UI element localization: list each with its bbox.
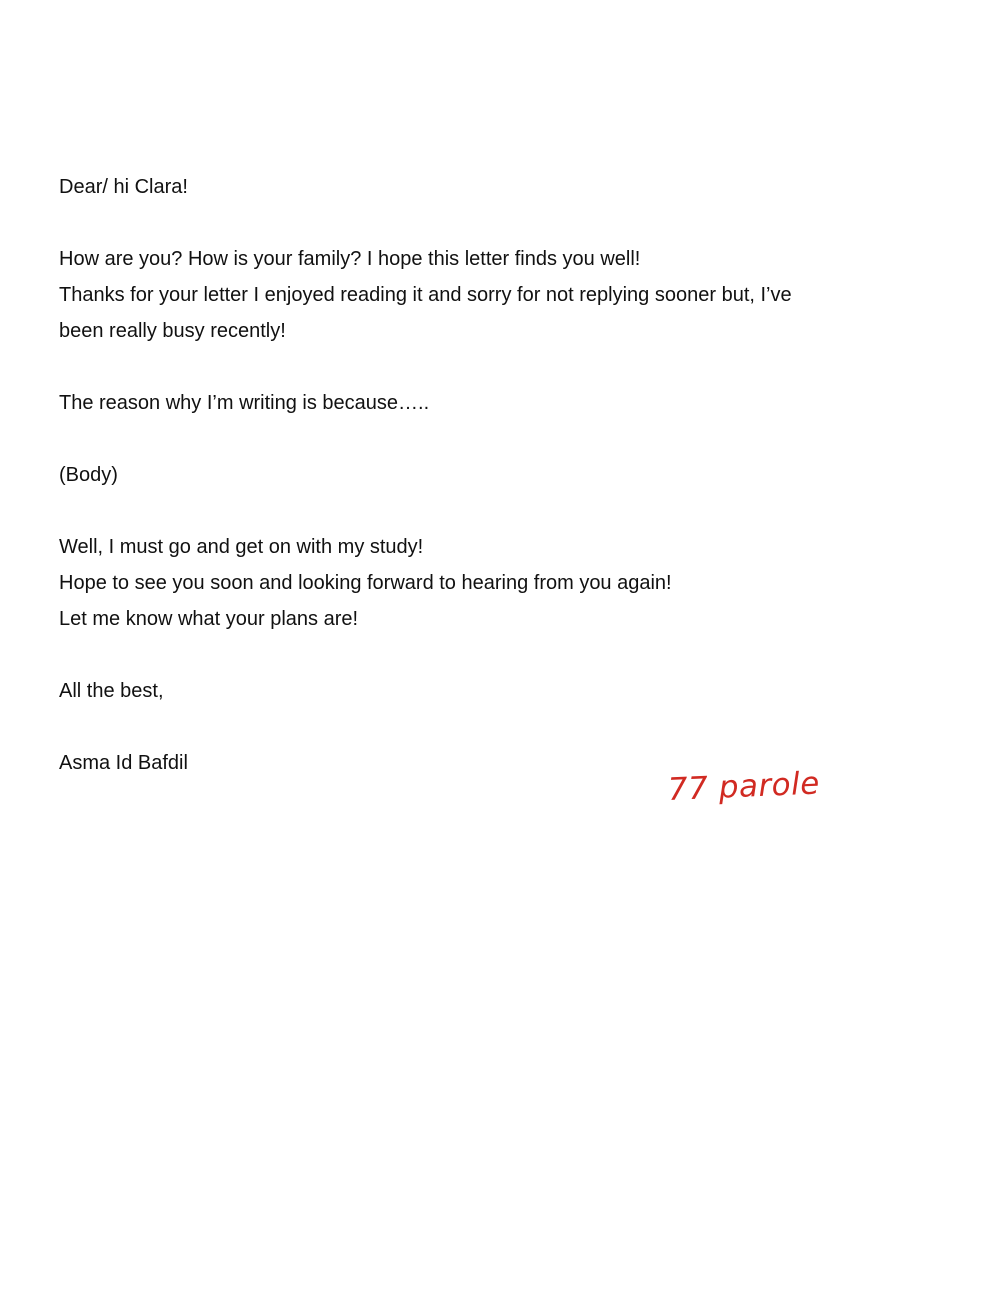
- closing-line-3: Let me know what your plans are!: [59, 608, 359, 630]
- opening-line-3: been really busy recently!: [59, 320, 286, 342]
- word-count-annotation: 77 parole: [667, 765, 821, 808]
- reason-line: The reason why I’m writing is because…..: [59, 392, 430, 414]
- opening-line-1: How are you? How is your family? I hope this letter finds you well!: [59, 248, 641, 270]
- letter-greeting: Dear/ hi Clara!: [59, 176, 188, 198]
- letter-signature: Asma Id Bafdil: [59, 752, 188, 774]
- closing-line-2: Hope to see you soon and looking forward to hearing from you again!: [59, 572, 672, 594]
- letter-body: [59, 169, 879, 781]
- letter-signoff: All the best,: [59, 680, 164, 702]
- paragraph-spacer: [59, 205, 879, 241]
- paragraph-spacer: [59, 637, 879, 673]
- opening-line-2: Thanks for your letter I enjoyed reading it and sorry for not replying sooner but, I’ve: [59, 284, 792, 306]
- paragraph-spacer: [59, 421, 879, 457]
- paragraph-spacer: [59, 709, 879, 745]
- paragraph-spacer: [59, 493, 879, 529]
- paragraph-spacer: [59, 349, 879, 385]
- closing-line-1: Well, I must go and get on with my study!: [59, 536, 424, 558]
- body-placeholder: (Body): [59, 464, 118, 486]
